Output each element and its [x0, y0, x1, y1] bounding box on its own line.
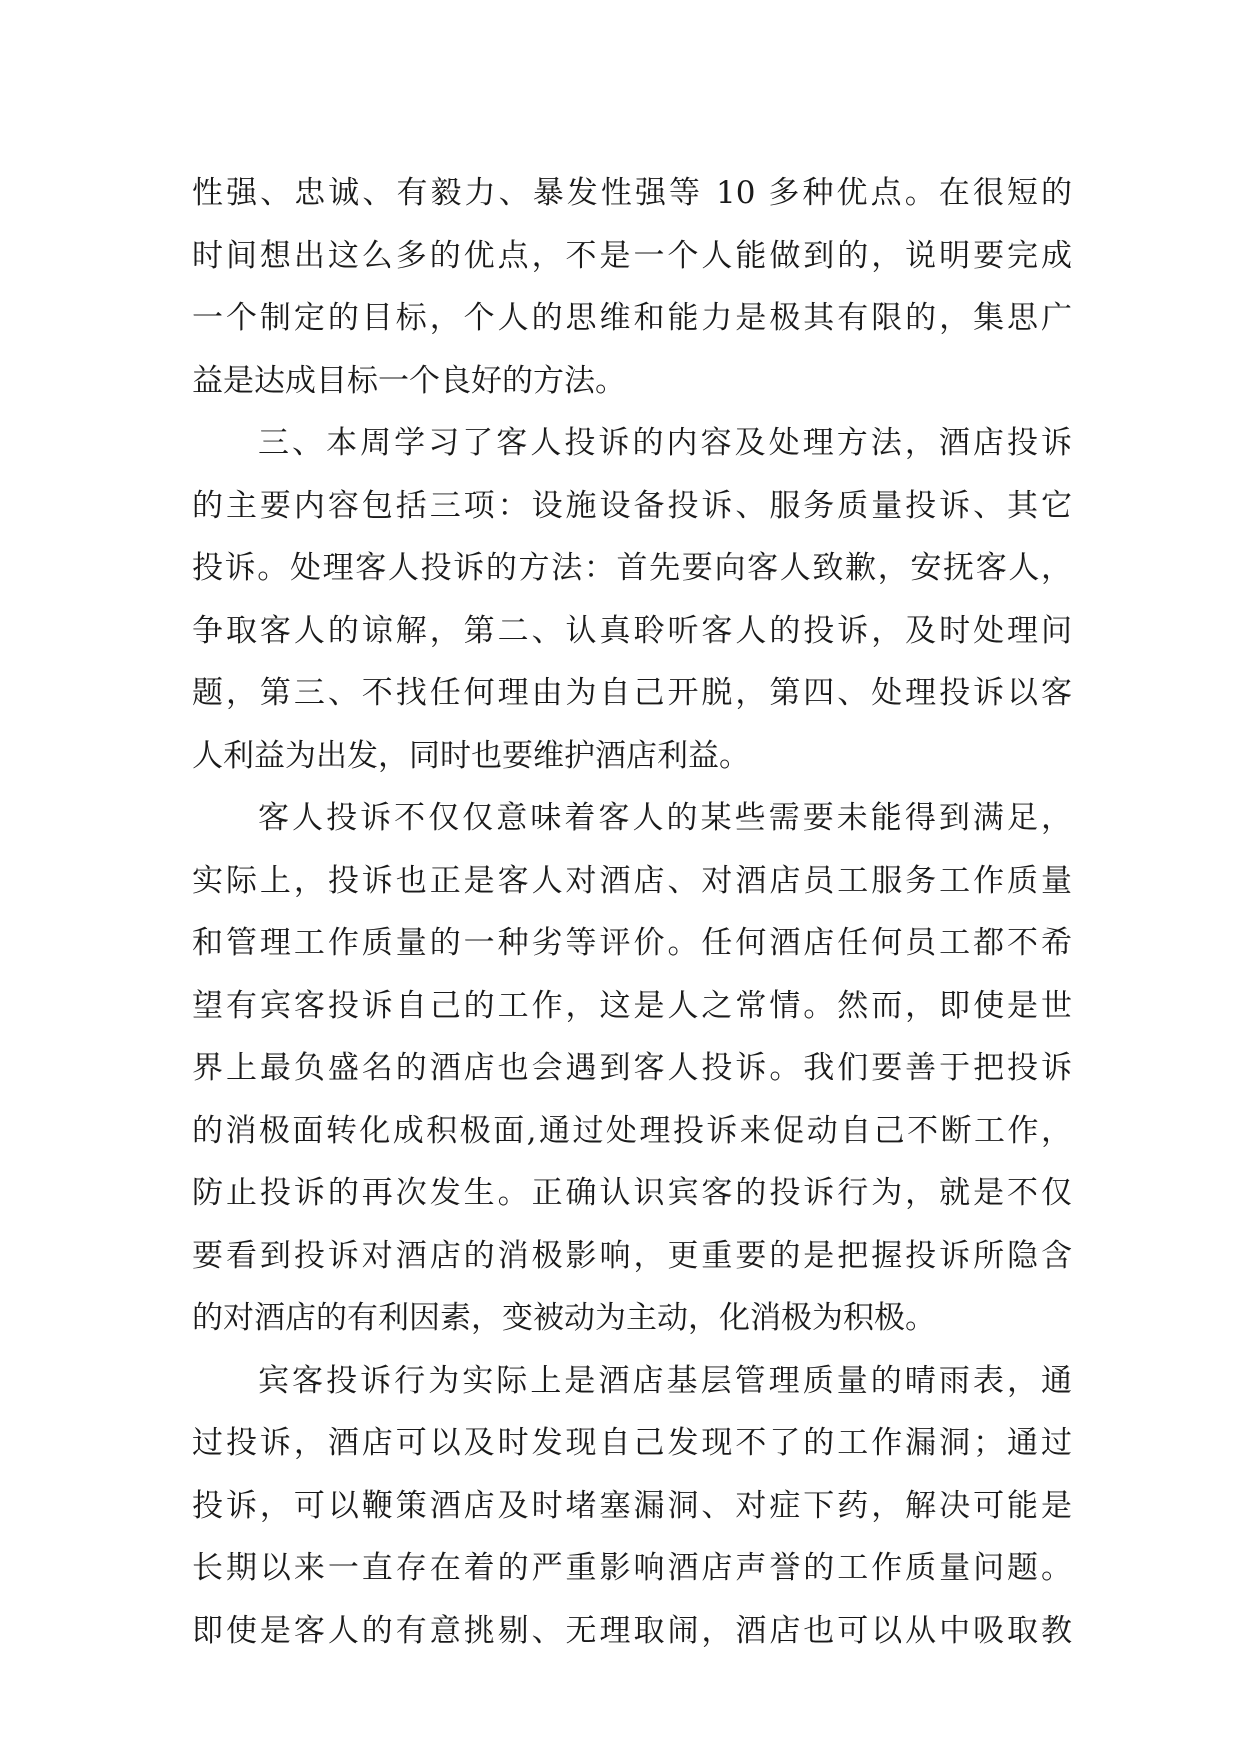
text-line: 的主要内容包括三项：设施设备投诉、服务质量投诉、其它	[192, 487, 1072, 524]
text-line: 性强、忠诚、有毅力、暴发性强等 10 多种优点。在很短的	[192, 175, 1072, 211]
text-line: 和管理工作质量的一种劣等评价。任何酒店任何员工都不希	[192, 925, 1072, 961]
text-line: 益是达成目标一个良好的方法。	[192, 362, 626, 399]
text-line: 的消极面转化成积极面,通过处理投诉来促动自己不断工作，	[192, 1112, 1072, 1149]
text-line: 题，第三、不找任何理由为自己开脱，第四、处理投诉以客	[192, 675, 1072, 711]
text-line: 过投诉，酒店可以及时发现自己发现不了的工作漏洞；通过	[192, 1425, 1072, 1461]
text-line: 实际上，投诉也正是客人对酒店、对酒店员工服务工作质量	[192, 862, 1072, 899]
text-line: 三、本周学习了客人投诉的内容及处理方法，酒店投诉	[258, 425, 1072, 461]
text-line: 界上最负盛名的酒店也会遇到客人投诉。我们要善于把投诉	[192, 1050, 1072, 1086]
text-line: 投诉，可以鞭策酒店及时堵塞漏洞、对症下药，解决可能是	[192, 1487, 1072, 1524]
text-line: 客人投诉不仅仅意味着客人的某些需要未能得到满足，	[258, 800, 1072, 836]
document-body	[192, 162, 1072, 1662]
text-line: 人利益为出发，同时也要维护酒店利益。	[192, 737, 750, 774]
text-line: 望有宾客投诉自己的工作，这是人之常情。然而，即使是世	[192, 987, 1072, 1024]
text-line: 一个制定的目标，个人的思维和能力是极其有限的，集思广	[192, 300, 1072, 336]
text-line: 即使是客人的有意挑剔、无理取闹，酒店也可以从中吸取教	[192, 1612, 1072, 1649]
text-line: 时间想出这么多的优点，不是一个人能做到的，说明要完成	[192, 237, 1072, 274]
text-line: 防止投诉的再次发生。正确认识宾客的投诉行为，就是不仅	[192, 1175, 1072, 1211]
text-line: 长期以来一直存在着的严重影响酒店声誉的工作质量问题。	[192, 1550, 1072, 1586]
text-line: 宾客投诉行为实际上是酒店基层管理质量的晴雨表，通	[258, 1362, 1072, 1399]
text-line: 投诉。处理客人投诉的方法：首先要向客人致歉，安抚客人，	[192, 550, 1072, 586]
text-line: 争取客人的谅解，第二、认真聆听客人的投诉，及时处理问	[192, 612, 1072, 649]
text-line: 的对酒店的有利因素，变被动为主动，化消极为积极。	[192, 1300, 936, 1336]
text-line: 要看到投诉对酒店的消极影响，更重要的是把握投诉所隐含	[192, 1237, 1072, 1274]
